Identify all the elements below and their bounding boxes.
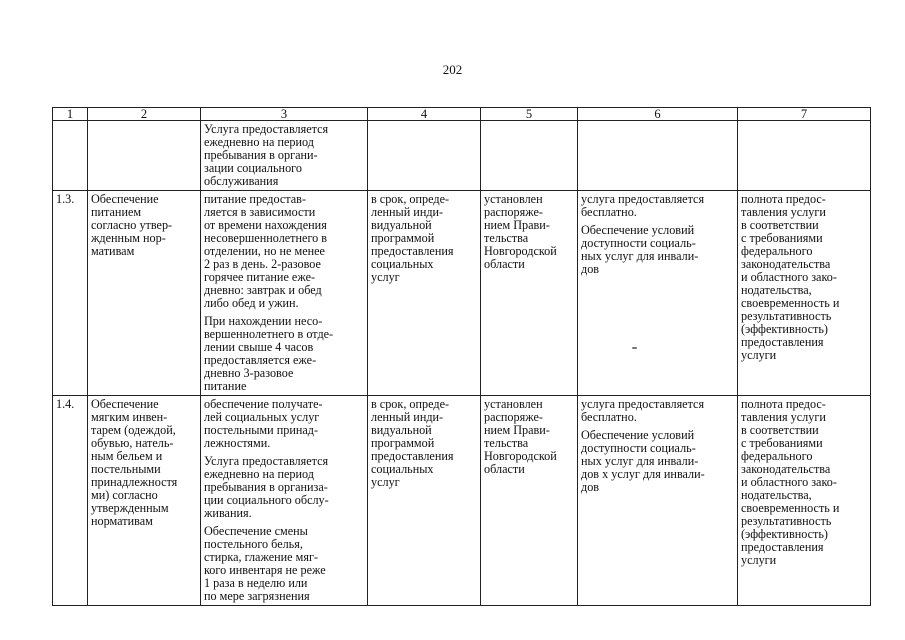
cell-paragraph: Обеспечение мягким инвен- тарем (одеждой, обувью, натель- ным бельем и постельными принадлежностя ми) согласно утвержденным нормативам	[91, 397, 178, 528]
cell-paragraph: При нахождении несо- вершеннолетнего в отде- лении свыше 4 часов предоставляется еже- дневно 3-разовое питание	[204, 314, 334, 393]
scan-speck	[632, 347, 637, 349]
basis-cell	[481, 191, 578, 396]
column-header: 4	[368, 108, 481, 121]
cell-paragraph: услуга предоставляется бесплатно.	[581, 192, 705, 219]
row-number: 1.3.	[53, 191, 88, 396]
service-description-cell	[201, 191, 368, 396]
cell-paragraph: обеспечение получате- лей социальных услуг постельными принад- лежностями.	[204, 397, 323, 450]
table-cell	[481, 121, 578, 191]
term-cell	[368, 191, 481, 396]
page-number: 202	[442, 62, 463, 77]
table-cell	[738, 121, 871, 191]
column-header: 3	[201, 108, 368, 121]
conditions-cell	[578, 191, 738, 396]
cell-paragraph: Обеспечение условий доступности социаль- ных услуг для инвали- дов	[581, 223, 699, 276]
cell-paragraph: полнота предос- тавления услуги в соответствии с требованиями федерального законодательства и областного зако- нодательства, своевременность и результативность (эффективность) предоставления услуги	[741, 192, 840, 362]
cell-paragraph: Услуга предоставляется ежедневно на период пребывания в органи- зации социального обслуживания	[204, 122, 329, 188]
table-row	[53, 191, 871, 396]
cell-paragraph: питание предостав- ляется в зависимости от времени нахождения несовершеннолетнего в отделении, но не менее 2 раз в день. 2-разовое горячее питание еже- дневно: завтрак и обед либо обед и ужин.	[204, 192, 328, 310]
row-number: 1.4.	[53, 396, 88, 606]
cell-paragraph: в срок, опреде- ленный инди- видуальной программой предоставления социальных услуг	[371, 192, 454, 284]
services-table	[52, 107, 871, 606]
cell-paragraph: Обеспечение питанием согласно утвер- жденным нор- мативам	[91, 192, 173, 258]
table-cell	[88, 121, 201, 191]
table-cell	[53, 121, 88, 191]
continuation-row	[53, 121, 871, 191]
cell-paragraph: в срок, опреде- ленный инди- видуальной программой предоставления социальных услуг	[371, 397, 454, 489]
service-name-cell	[88, 396, 201, 606]
indicators-cell	[738, 191, 871, 396]
table-cell	[368, 121, 481, 191]
cell-paragraph: Услуга предоставляется ежедневно на период пребывания в организа- ции социального обслу- живания.	[204, 454, 329, 520]
column-header: 7	[738, 108, 871, 121]
conditions-cell	[578, 396, 738, 606]
cell-paragraph: установлен распоряже- нием Прави- тельства Новгородской области	[484, 192, 557, 271]
table-row	[53, 396, 871, 606]
column-numbers-row	[53, 108, 871, 121]
indicators-cell	[738, 396, 871, 606]
table-cell	[201, 121, 368, 191]
column-header: 2	[88, 108, 201, 121]
cell-paragraph: Обеспечение условий доступности социаль- ных услуг для инвали- дов х услуг для инвали- дов	[581, 428, 705, 494]
service-description-cell	[201, 396, 368, 606]
term-cell	[368, 396, 481, 606]
column-header: 6	[578, 108, 738, 121]
cell-paragraph: Обеспечение смены постельного белья, стирка, глажение мяг- кого инвентаря не реже 1 раза в неделю или по мере загрязнения	[204, 524, 326, 603]
cell-paragraph: полнота предос- тавления услуги в соответствии с требованиями федерального законодательства и областного зако- нодательства, своевременность и результативность (эффективность) предоставления услуги	[741, 397, 840, 567]
column-header: 1	[53, 108, 88, 121]
basis-cell	[481, 396, 578, 606]
cell-paragraph: установлен распоряже- нием Прави- тельства Новгородской области	[484, 397, 557, 476]
table-cell	[578, 121, 738, 191]
service-name-cell	[88, 191, 201, 396]
column-header: 5	[481, 108, 578, 121]
cell-paragraph: услуга предоставляется бесплатно.	[581, 397, 705, 424]
